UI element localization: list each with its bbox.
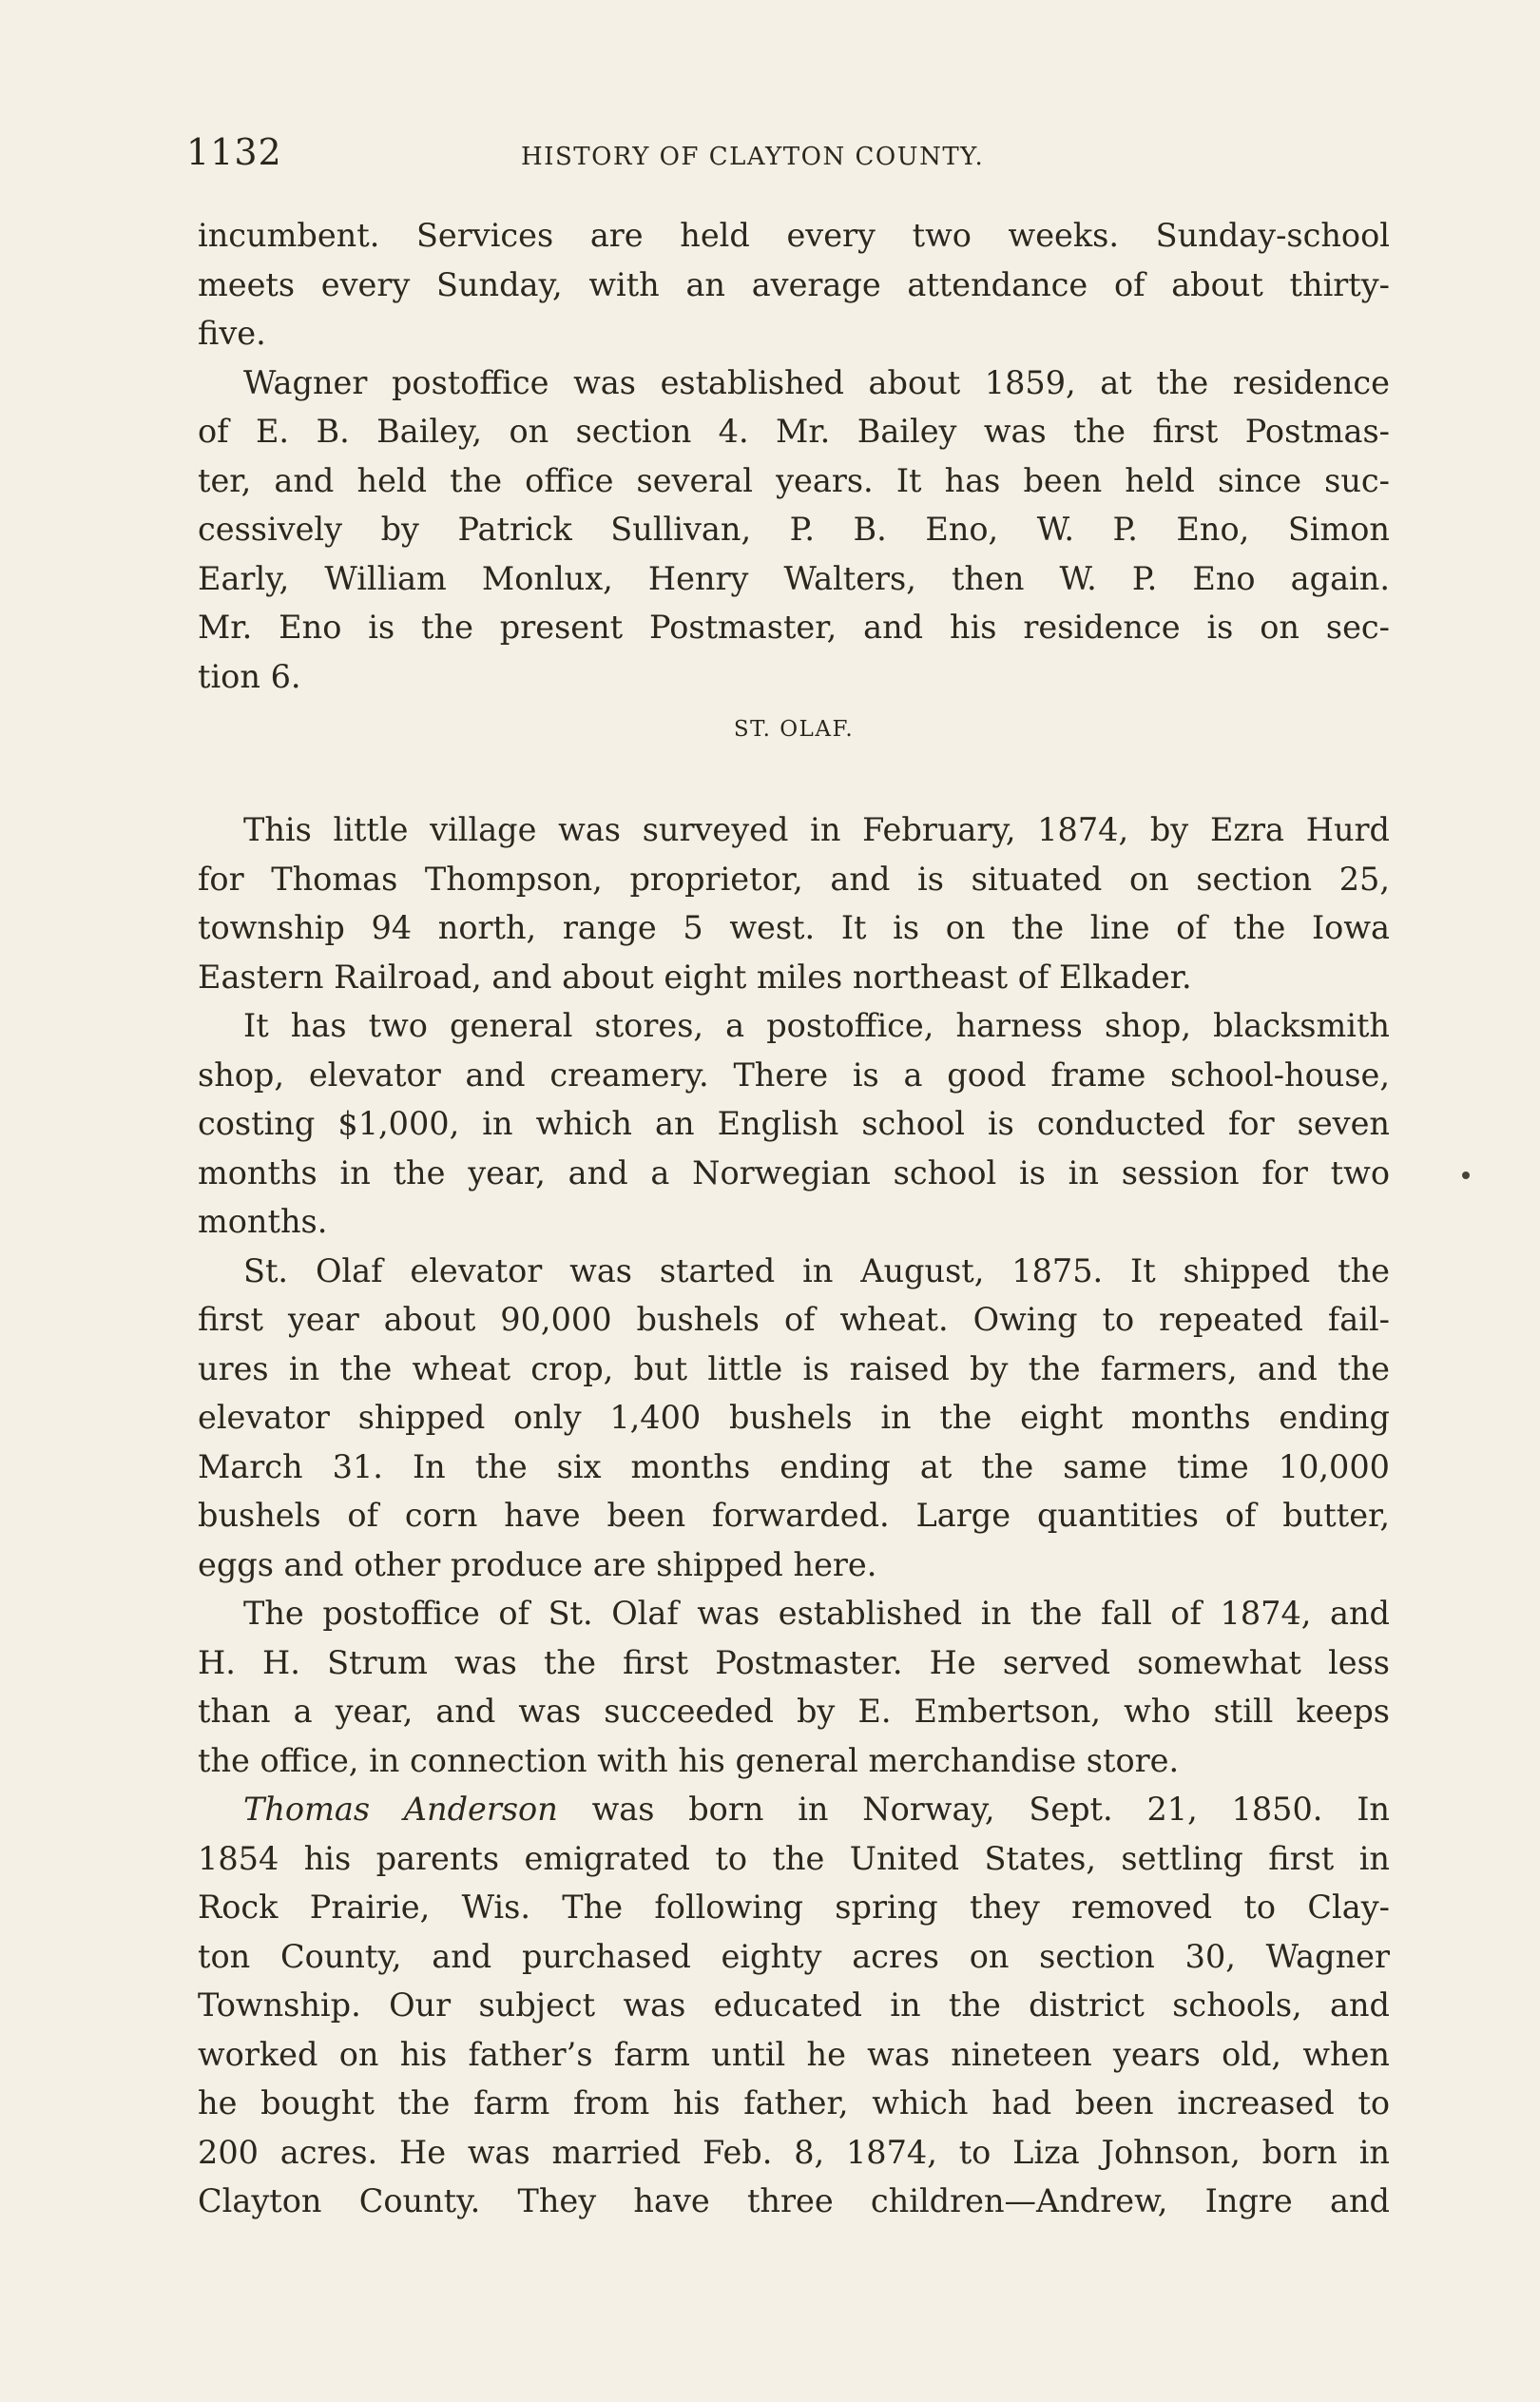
text-line: elevator shipped only 1,400 bushels in the eight months ending — [198, 1399, 1390, 1436]
text-line: tion 6. — [198, 657, 301, 695]
text-line: Wagner postoffice was established about 1859, at the residence — [243, 363, 1390, 401]
paragraph-3 — [198, 805, 1390, 1001]
page-number: 1132 — [186, 131, 282, 173]
text-line: Township. Our subject was educated in the district schools, and — [198, 1986, 1390, 2024]
text-line: months. — [198, 1203, 328, 1240]
running-title: HISTORY OF CLAYTON COUNTY. — [521, 143, 985, 171]
text-line: eggs and other produce are shipped here. — [198, 1545, 877, 1583]
text-line: Early, William Monlux, Henry Walters, then W. P. Eno again. — [198, 559, 1390, 597]
text-line: March 31. In the six months ending at the same time 10,000 — [198, 1447, 1390, 1485]
text-line — [198, 1785, 1390, 1834]
text-line: Eastern Railroad, and about eight miles northeast of Elkader. — [198, 958, 1192, 996]
text-line: than a year, and was succeeded by E. Embertson, who still keeps — [198, 1693, 1390, 1730]
text-line: 1854 his parents emigrated to the United States, settling first in — [198, 1839, 1390, 1877]
text-line: for Thomas Thompson, proprietor, and is situated on section 25, — [198, 860, 1390, 898]
running-head — [186, 131, 1386, 188]
text-line: township 94 north, range 5 west. It is on the line of the Iowa — [198, 909, 1390, 946]
text-line: he bought the farm from his father, which had been increased to — [198, 2084, 1390, 2121]
ink-speck — [1462, 1172, 1470, 1179]
biography-subject-name: Thomas Anderson — [243, 1791, 558, 1828]
body-text — [198, 211, 1390, 2226]
text-line: first year about 90,000 bushels of wheat. Owing to repeated fail- — [198, 1301, 1390, 1338]
text-line: bushels of corn have been forwarded. Large quantities of butter, — [198, 1497, 1390, 1534]
text-line: This little village was surveyed in February, 1874, by Ezra Hurd — [243, 811, 1390, 848]
text-line: 200 acres. He was married Feb. 8, 1874, to Liza Johnson, born in — [198, 2133, 1390, 2171]
paragraph-4 — [198, 1001, 1390, 1247]
paragraph-6 — [198, 1589, 1390, 1785]
text-line: the office, in connection with his general merchandise store. — [198, 1741, 1180, 1779]
text-line: St. Olaf elevator was started in August, 1875. It shipped the — [243, 1251, 1390, 1289]
text-line: Mr. Eno is the present Postmaster, and his residence is on sec- — [198, 609, 1390, 646]
text-line: months in the year, and a Norwegian school is in session for two — [198, 1153, 1390, 1191]
text-line: cessively by Patrick Sullivan, P. B. Eno, W. P. Eno, Simon — [198, 511, 1390, 548]
section-heading: ST. OLAF. — [733, 717, 855, 742]
paragraph-5 — [198, 1247, 1390, 1590]
text-line: meets every Sunday, with an average attendance of about thirty- — [198, 265, 1390, 303]
text-line: H. H. Strum was the first Postmaster. He served somewhat less — [198, 1643, 1390, 1681]
text-line: ures in the wheat crop, but little is raised by the farmers, and the — [198, 1349, 1390, 1387]
text-line: worked on his father’s farm until he was nineteen years old, when — [198, 2035, 1390, 2073]
text-line: ton County, and purchased eighty acres on section 30, Wagner — [198, 1937, 1390, 1975]
text-line: incumbent. Services are held every two weeks. Sunday-school — [198, 217, 1390, 254]
paragraph-1 — [198, 211, 1390, 358]
text-line: Clayton County. They have three children—Andrew, Ingre and — [198, 2182, 1390, 2219]
paragraph-2 — [198, 358, 1390, 702]
text-line: Rock Prairie, Wis. The following spring they removed to Clay- — [198, 1889, 1390, 1926]
text-line: five. — [198, 315, 266, 352]
text-line: costing $1,000, in which an English school is conducted for seven — [198, 1105, 1390, 1142]
text-line: The postoffice of St. Olaf was established in the fall of 1874, and — [243, 1595, 1390, 1632]
text-line: ter, and held the office several years. It has been held since suc- — [198, 461, 1390, 499]
paragraph-7 — [198, 1785, 1390, 2226]
text-line: shop, elevator and creamery. There is a good frame school-house, — [198, 1056, 1390, 1094]
text-line: of E. B. Bailey, on section 4. Mr. Bailey was the first Postmas- — [198, 413, 1390, 450]
text-line-rest: was born in Norway, Sept. 21, 1850. In — [557, 1791, 1390, 1828]
text-line: It has two general stores, a postoffice, harness shop, blacksmith — [243, 1007, 1390, 1044]
